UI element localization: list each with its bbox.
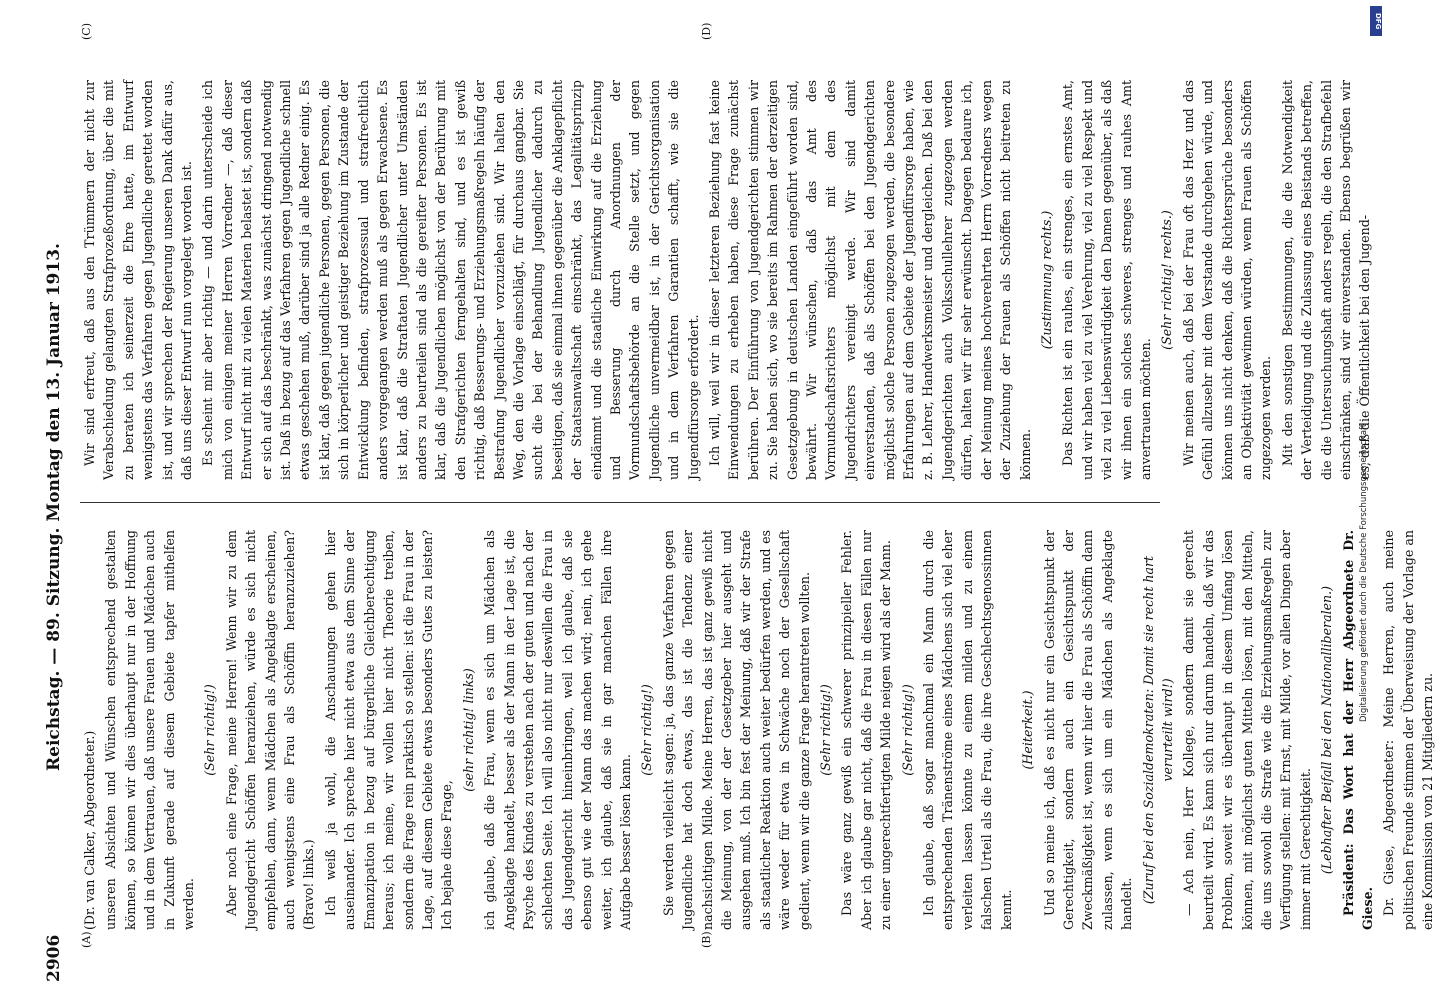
paragraph: Aber noch eine Frage, meine Herren! Wenn wir zu dem Jugendgericht Schöffen heranziehen, würde es sich nicht empfehlen, dann, wenn Mädchen als Angeklagte erscheinen, auch wenigstens eine Frau als Schöffin heranzuziehen? (Bravo! links.): [223, 530, 317, 930]
digitization-credit: Digitalisierung gefördert durch die Deutsche Forschungsgemeinschaft: [1359, 423, 1369, 722]
paragraph: Wir meinen auch, daß bei der Frau oft das Herz und das Gefühl allzusehr mit dem Verstande durchgehen würde, und können uns nicht denken, daß die Richtersprüche besonders an Objektivität gewinnen würden, wenn Frauen als Schöffen zugezogen werden.: [1180, 80, 1274, 480]
paragraph: Mit den sonstigen Bestimmungen, die die Notwendigkeit der Verteidigung und die Zulassung eines Beistands betreffen, die die Untersuchungshaft anders regeln, die den Strafbefehl einschränken, sind wir einverstanden. Ebenso begrüßen wir es, daß die Öffentlichkeit bei den Jugend-: [1279, 80, 1373, 480]
paragraph: (Dr. van Calker, Abgeordneter.): [82, 730, 97, 930]
interjection: (Zuruf bei den Sozialdemokraten: Damit sie recht hart verurteilt wird!): [1140, 555, 1175, 905]
column-rule: [80, 502, 1160, 503]
paragraph: unseren Absichten und Wünschen entsprechend gestalten können, so können wir dies überhaupt nur in der Hoffnung und in dem Vertrauen, daß unsere Frauen und Mädchen auch in Zukunft gerade auf diesem Gebiete tapfer mithelfen werden.: [103, 530, 197, 930]
dfg-logo: DFG: [1370, 6, 1382, 36]
page-number: 2906: [44, 934, 64, 982]
paragraph: — Ach nein, Herr Kollege, sondern damit sie gerecht beurteilt wird. Es kann sich nur darum handeln, daß wir das Problem, soweit wir es überhaupt in diesem Umfang lösen können, mit möglichst guten Mitteln lösen, mit den Mitteln, die uns sowohl die Strafe wie die Erziehungsmaßregeln zur Verfügung stellen: mit Ernst, mit Milde, vor allen Dingen aber immer mit Gerechtigkeit.: [1181, 530, 1313, 930]
margin-marker-a: (A): [80, 931, 93, 948]
sidebar: [1355, 10, 1375, 990]
margin-marker-d: (D): [700, 22, 713, 40]
interjection: (Sehr richtig! rechts.): [1159, 210, 1175, 350]
header-title: Reichstag. — 89. Sitzung. Montag den 13. Januar 1913.: [44, 243, 64, 771]
paragraph: Es scheint mir aber richtig — und darin unterscheide ich mich von einigen meiner Herren Vorredner —, daß dieser Entwurf nicht mit zu vielen Materien belastet ist, sondern daß er sich auf das beschränkt, was zunächst dringend notwendig ist. Daß in bezug auf das Verfahren gegen Jugendliche schnell etwas geschehen muß, darüber sind ja alle Redner einig. Es ist klar, daß gegen jugendliche Personen, gegen Personen, die sich in körperlicher und geistiger Beziehung im Zustande der Entwicklung befinden, strafprozessual und strafrechtlich anders vorgegangen werden muß als gegen Erwachsene. Es ist klar, daß die Straftaten Jugendlicher unter Umständen anders zu beurteilen sind als die gereifter Personen. Es ist klar, daß die Jugendlichen möglichst von der Berührung mit den Strafgerichten ferngehalten sind, und es ist gewiß richtig, daß Besserungs- und Erziehungsmaßregeln häufig der Bestrafung Jugendlicher vorzuziehen sind. Wir halten den Weg, den die Vorlage einschlägt, für durchaus gangbar. Sie sucht die bei der Behandlung Jugendlicher dadurch zu beseitigen, daß sie einmal ihnen gegenüber die Anklagepflicht der Staatsanwaltschaft einschränkt, das Legalitätsprinzip eindämmt und die staatliche Einwirkung auf die Erziehung und Besserung durch Anordnungen der Vormundschaftsbehörde an die Stelle setzt, und gegen Jugendliche unvermeidbar ist, in der Gerichtsorganisation und in dem Verfahren Garantien schafft, wie sie die Jugendfürsorge erfordert.: [200, 80, 701, 480]
interjection: (Sehr richtig!): [202, 684, 218, 776]
paragraph: ich glaube, daß die Frau, wenn es sich um Mädchen als Angeklagte handelt, besser als der Mann in der Lage ist, die Psyche des Kindes zu verstehen nach der guten und nach der schlechten Seite. Ich will also nicht nur deswillen die Frau in das Jugendgericht hineinbringen, weil ich glaube, daß sie ebenso gut wie der Mann das machen wird; nein, ich gehe weiter, ich glaube, daß sie in gar manchen Fällen ihre Aufgabe besser lösen kann.: [482, 530, 633, 930]
paragraph: Das Richten ist ein rauhes, ein strenges, ein ernstes Amt, und wir haben viel zu viel Verehrung, viel zu viel Respekt und viel zu viel Liebenswürdigkeit den Damen gegenüber, als daß wir ihnen ein solches schweres, strenges und rauhes Amt anvertrauen möchten.: [1060, 80, 1153, 480]
interjection: (Lebhafter Beifall bei den Nationalliberalen.): [1319, 585, 1335, 875]
paragraph: Das wäre ganz gewiß ein schwerer prinzipieller Fehler. Aber ich glaube gar nicht, daß die Frau in diesen Fällen nur zu einer ungerechtfertigten Milde neigen wird als der Mann.: [839, 530, 894, 930]
paragraph: Und so meine ich, daß es nicht nur ein Gesichtspunkt der Gerechtigkeit, sondern auch ein Gesichtspunkt der Zweckmäßigkeit ist, wenn wir hier die Frau als Schöffin dann zulassen, wenn es sich um ein Mädchen als Angeklagte handelt.: [1041, 530, 1135, 930]
margin-marker-c: (C): [80, 23, 93, 40]
paragraph: Dr. Giese, Abgeordneter: Meine Herren, auch meine politischen Freunde stimmen der Überweisung der Vorlage an eine Kommission von 21 Mitgliedern zu.: [1381, 530, 1436, 930]
interjection: (Sehr richtig!): [818, 684, 834, 776]
interjection: (Sehr richtig!): [639, 684, 655, 776]
paragraph: Ich will, weil wir in dieser letzteren Beziehung fast keine Einwendungen zu erheben haben, diese Frage zunächst berühren. Der Einführung von Jugendgerichten stimmen wir zu. Sie haben sich, wo sie bereits im Rahmen der derzeitigen Gesetzgebung in deutschen Landen eingeführt worden sind, bewährt. Wir wünschen, daß das Amt des Vormundschaftsrichters möglichst mit dem des Jugendrichters vereinigt werde. Wir sind damit einverstanden, daß als Schöffen bei den Jugendgerichten möglichst solche Personen zugezogen werden, die besondere Erfahrungen auf dem Gebiete der Jugendfürsorge haben, wie z. B. Lehrer, Handwerksmeister und dergleichen. Daß bei den Jugendgerichten auch Volksschullehrer zugezogen werden dürfen, halten wir für sehr erwünscht. Dagegen bedaure ich, der Meinung meines hochverehrten Herrn Vorredners wegen der Zuziehung der Frauen als Schöffen nicht beitreten zu können.: [707, 80, 1033, 480]
paragraph: Ich weiß ja wohl, die Anschauungen gehen hier auseinander. Ich spreche hier nicht etwa aus dem Sinne der Emanzipation in bezug auf bürgerliche Gleichberechtigung heraus; ich meine, wir wollen hier nicht Theorie treiben, sondern die Frage rein praktisch so stellen: ist die Frau in der Lage, auf diesem Gebiete etwas besonders Gutes zu leisten? Ich bejahe diese Frage,: [322, 530, 455, 930]
paragraph: Ich glaube, daß sogar manchmal ein Mann durch die entsprechenden Tränenströme eines Mädchens sich viel eher verleiten lassen könnte zu einem milden und zu einem falschen Urteil als die Frau, die ihre Geschlechtsgenossinnen kennt.: [921, 530, 1014, 930]
paragraph: Sie werden vielleicht sagen: ja, das ganze Verfahren gegen Jugendliche hat doch etwas, das ist die Tendenz einer nachsichtigen Milde. Meine Herren, das ist ganz gewiß nicht die Meinung, von der der Gesetzgeber hier ausgeht und ausgehen muß. Ich bin fest der Meinung, daß wir der Strafe als staatlicher Reaktion auch weiter bedürfen werden, und es wäre weder für etwa in Schwäche noch der Gesellschaft gedient, wenn wir die ganze Frage herantreten wollten.: [660, 530, 812, 930]
right-column: [80, 80, 1373, 480]
interjection: (Sehr richtig!): [899, 684, 915, 776]
interjection: (Heiterkeit.): [1020, 690, 1036, 770]
margin-marker-b: (B): [700, 931, 713, 948]
interjection: (sehr richtig! links): [460, 668, 476, 792]
page-header: [38, 32, 72, 982]
paragraph: Wir sind erfreut, daß aus den Trümmern der nicht zur Verabschiedung gelangten Strafprozeßordnung, über die mit zu beraten ich seinerzeit die Ehre hatte, im Entwurf wenigstens das Verfahren gegen Jugendliche gerettet worden ist, und wir sprechen der Regierung unseren Dank dafür aus, daß uns dieser Entwurf nun vorgelegt worden ist.: [82, 80, 195, 480]
interjection: (Zustimmung rechts.): [1038, 210, 1054, 350]
speaker-line: Präsident: Das Wort hat der Herr Abgeordnete Dr. Giese.: [1340, 530, 1375, 930]
